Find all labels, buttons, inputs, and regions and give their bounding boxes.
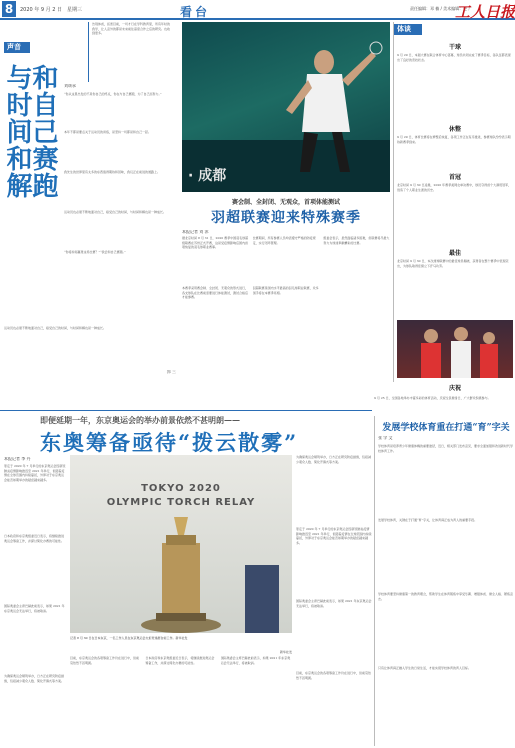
- column-label-voice: 声音: [4, 42, 30, 53]
- brief-title: 休整: [448, 126, 461, 133]
- lower-headline: 东奥筹备亟待“拨云散雾”: [40, 430, 299, 455]
- brief-text: 9 月 25 日，全国各地举办丰富多彩的体育活动，庆祝全民健身日，广大群众积极参与。: [374, 396, 491, 400]
- lower-paragraph: 目前，东京奥运会的各项筹备工作仍在进行中，但前景依然不甚明朗。: [70, 656, 140, 665]
- left-author: 刘颂承: [64, 84, 76, 88]
- brief-text: 北京时间 9 月 30 日凌晨，2020 年赛季美网女单决赛中，球员夺得首个大满贯冠军，创造了个人职业生涯的历史。: [397, 183, 512, 192]
- left-paragraph: 我先生的世界里有太多的东西值得期待和回味，我们正在前进的道路上。: [64, 170, 161, 174]
- left-bottom-text: [4, 326, 176, 378]
- center-paragraph: 羽超联赛是国内水平最高的羽毛球职业联赛，众多国手将在本赛季亮相。: [252, 286, 319, 295]
- torch-relay-photo: [70, 455, 292, 633]
- center-paragraph: 组委会表示，虽然面临诸多困难，但联赛将尽最大努力为球迷奉献精彩的比赛。: [323, 236, 390, 245]
- left-intro-box: [88, 22, 172, 82]
- lower-paragraph: 国际奥委会主席巴赫此前表示，如果 2021 年东京奥运会无法举行，将被取消。: [4, 604, 65, 613]
- volleyball-players-figure: [397, 320, 513, 378]
- photo-text-relay: OLYMPIC TORCH RELAY: [106, 497, 256, 508]
- lower-paragraph: 日本政府和东京奥组委近日表示，将继续推进奥运会筹备工作，并探讨简化办赛的可能性。: [4, 534, 65, 543]
- torch-photo-credit: 新华社发: [279, 650, 292, 654]
- lower-right-body: [296, 455, 372, 745]
- center-top-subhead: 赛会制、全封闭、无观众，首项体能测试: [231, 199, 340, 206]
- school-paragraph: 发展学校体育，关键在于打通“育”字关，让体育真正成为育人的重要手段。: [378, 518, 478, 522]
- badminton-player-figure: [182, 22, 390, 192]
- badminton-photo: [182, 22, 390, 192]
- issue-date: 2020 年 9 月 2 日 星期三: [20, 7, 83, 13]
- lower-paragraph: 为确保奥运会顺利举办，日方正在研究防疫措施，包括减少观众人数、简化开幕式等方案。: [4, 674, 65, 683]
- left-paragraph: “你将如何赢得这场比赛？”“我会和自己赛跑。”: [64, 250, 126, 254]
- left-title-part2: 与时间和解: [2, 64, 32, 199]
- lower-column-divider: [374, 416, 375, 746]
- page-number: 8: [2, 1, 16, 17]
- left-byline: 郭 三: [166, 370, 176, 374]
- left-intro-text: 告别体质，拓宽目前，一切才行在学科教育里，所有年时的我学，让人意外的都是未来前往高度合作之后的研究。也收到更多。: [92, 22, 171, 36]
- left-article-body: [64, 92, 174, 320]
- brief-text: 9 月 29 日，体育比赛将在修整后恢复，各项工作正在有序推进，参赛球队纷纷表示期待新赛季到来。: [397, 135, 511, 144]
- brief-title: 最佳: [448, 250, 461, 257]
- school-paragraph: 只有让体育真正融入学生的日常生活，才能实现学校体育的育人目标。: [378, 666, 472, 670]
- right-brief-5: [397, 383, 513, 392]
- column-label-sports-talk: 体谈: [394, 24, 422, 35]
- lower-paragraph: 日本政府和东京奥组委近日表示，将继续推进奥运会筹备工作，并探讨简化办赛的可能性。: [145, 656, 215, 665]
- brief-title: 庆祝: [448, 385, 461, 392]
- brief-text: 9 月 29 日，本届大赛在联合体育中心落幕，球员共同完成了赛季目标，各队伍都表现出了良好的竞技状态。: [397, 53, 511, 62]
- lower-byline: 本报记者 李 丹: [4, 457, 31, 461]
- left-title-part1: 和自己赛跑: [28, 64, 58, 199]
- center-paragraph: 比赛期间，所有参赛人员均需遵守严格的防疫规定，实行闭环管理。: [252, 236, 316, 245]
- brief-title: 干球: [448, 44, 461, 51]
- brief-text: 北京时间 9 月 30 日，本次排球联赛中的最佳球员揭晓，获得者在整个赛季中表现突出，为球队取得佳绩立下汗马功劳。: [397, 259, 509, 268]
- center-top-headline: 羽超联赛迎来特殊赛季: [211, 210, 361, 226]
- volleyball-photo: [397, 320, 513, 378]
- school-sports-headline: 发展学校体育重在打通“育”字关: [382, 423, 510, 433]
- center-paragraph: 据北京时间 8 月 31 日，2020 赛季中国羽毛球超级联赛在苏州正式开赛，这是受疫情影响后国内首项恢复的羽毛球职业赛事。: [182, 236, 249, 250]
- photo-text-tokyo: TOKYO 2020: [141, 483, 221, 494]
- center-top-body: [182, 236, 390, 332]
- left-bottom-paragraph: 运动员也必须不断地面对自己，接受自己的时间，与时间和解也是一种成长。: [4, 326, 107, 330]
- lower-center-body: [70, 656, 292, 744]
- torch-display-figure: [70, 455, 292, 633]
- lower-paragraph: 国际奥委会主席巴赫此前表示，如果 2021 年东京奥运会无法举行，将被取消。: [220, 656, 291, 665]
- lower-paragraph: 原定于 2020 年 7 月举行的东京奥运会因新冠肺炎疫情影响推迟至 2021 年举行，但随着疫情在全球范围内持续蔓延，外界对于东京奥运会能否如期举办的疑虑越来越多。: [4, 464, 66, 482]
- center-paragraph: 本赛季采用赛会制、全封闭、无观众的形式进行，各支球队在比赛前需要进行体能测试，测试合格后才能参赛。: [182, 286, 249, 300]
- left-paragraph: “你从这里出发的不是你自己的终点，你在与自己赛跑，为了自己而努力。”: [64, 92, 162, 96]
- torch-photo-caption: 记者 8 月 30 日在日本东京，一名工作人员在东京奥运会火炬传递展台前工作。新华社发: [70, 636, 188, 640]
- right-brief-3: [397, 172, 513, 245]
- school-paragraph: 学校体育是培养青少年健康体魄的重要途径，近日，相关部门发布意见，要求全面加强和改进新时代学校体育工作。: [378, 444, 514, 453]
- right-brief-1: [397, 42, 513, 113]
- lower-paragraph: 国际奥委会主席巴赫此前表示，如果 2021 年东京奥运会无法举行，将被取消。: [296, 599, 372, 608]
- school-sports-byline: 张 学 文: [378, 436, 393, 440]
- right-brief-5-body: [374, 396, 514, 414]
- right-brief-4: [397, 248, 513, 321]
- brief-title: 首冠: [448, 174, 461, 181]
- lower-paragraph: 目前，东京奥运会的各项筹备工作仍在进行中，但前景依然不甚明朗。: [296, 671, 372, 680]
- column-divider: [393, 22, 394, 382]
- left-paragraph: 运动员也必须不断地面对自己，接受自己的时间，与时间和解也是一种成长。: [64, 210, 167, 214]
- lower-paragraph: 为确保奥运会顺利举办，日方正在研究防疫措施，包括减少观众人数、简化开幕式等方案。: [296, 455, 372, 464]
- center-top-byline: 本报记者 刘 沐: [182, 230, 209, 234]
- svg-text:· 成都: · 成都: [188, 168, 227, 184]
- lower-paragraph: 原定于 2020 年 7 月举行的东京奥运会因新冠肺炎疫情影响推迟至 2021 年举行，但随着疫情在全球范围内持续蔓延，外界对于东京奥运会能否如期举办的疑虑越来越多。: [296, 527, 372, 545]
- right-brief-2: [397, 124, 513, 175]
- section-name: 看台: [180, 5, 211, 19]
- school-sports-body: [378, 444, 514, 744]
- section-rule: [0, 410, 372, 411]
- school-paragraph: 学校体育要坚持健康第一的教育理念，帮助学生在体育锻炼中享受乐趣、增强体质、健全人格、锤炼意志。: [378, 592, 514, 601]
- newspaper-logo: 工人日报: [455, 3, 515, 21]
- editor-credit: 责任编辑：邓 楠 / 美术编辑：史 广: [410, 6, 473, 11]
- lower-left-body: [4, 464, 66, 744]
- left-paragraph: 本年不都是要点关于运动员的训练，是坚持一切都是和自己一起。: [64, 130, 152, 134]
- lower-deck: 即便延期一年，东京奥运会的举办前景依然不甚明朗——: [40, 415, 240, 425]
